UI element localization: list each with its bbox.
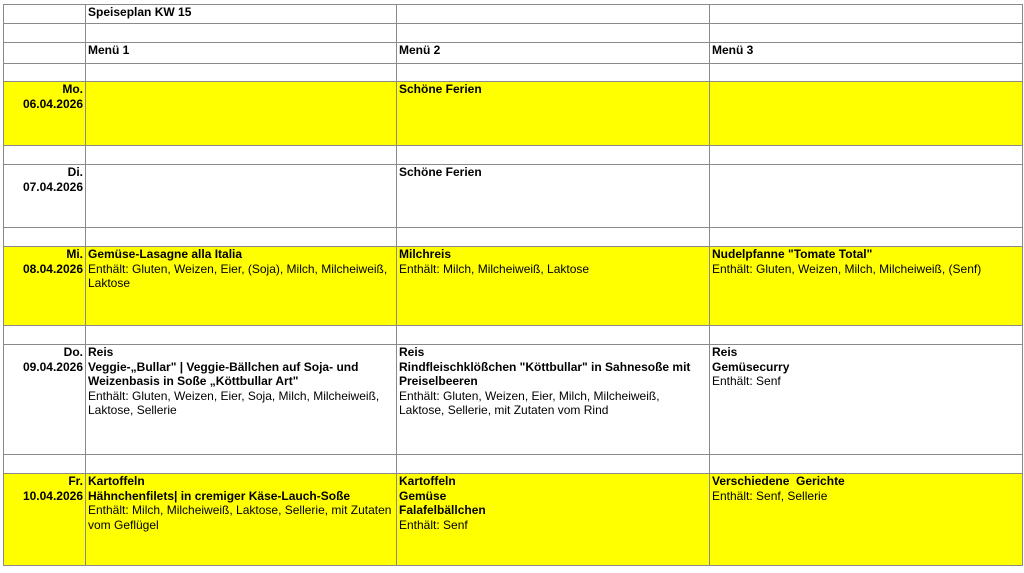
menu-1-cell <box>86 474 397 566</box>
day-cell <box>4 345 86 455</box>
allergens: Enthält: Gluten, Weizen, Milch, Milcheiweiß, (Senf) <box>712 261 982 276</box>
dish-name: Nudelpfanne "Tomate Total" <box>712 247 873 261</box>
side-dish: Reis <box>399 345 425 359</box>
dish-name: Falafelbällchen <box>399 503 486 517</box>
menu-1-cell <box>86 82 397 146</box>
spacer-row <box>4 24 1023 43</box>
allergens: Enthält: Senf <box>399 517 468 532</box>
day-cell <box>4 474 86 566</box>
side-dish: Kartoffeln <box>399 474 456 488</box>
menu-2-cell <box>397 165 710 228</box>
day-row-wednesday <box>4 247 1023 326</box>
dish-name: Hähnchenfilets| in cremiger Käse-Lauch-Soße <box>88 488 351 503</box>
side-dish: Reis <box>88 345 114 359</box>
allergens: Enthält: Gluten, Weizen, Eier, (Soja), Milch, Milcheiweiß, Laktose <box>88 261 388 290</box>
dish-name: Schöne Ferien <box>399 165 482 179</box>
side-dish: Gemüse <box>399 488 447 503</box>
spacer-row <box>4 146 1023 165</box>
menu-3-cell <box>710 345 1023 455</box>
day-date: 10.04.2026 <box>22 488 83 503</box>
menu-3-cell <box>710 165 1023 228</box>
dish-name: Veggie-„Bullar" | Veggie-Bällchen auf Soja- und Weizenbasis in Soße „Köttbullar Art" <box>88 359 359 388</box>
day-row-friday <box>4 474 1023 566</box>
day-row-thursday <box>4 345 1023 455</box>
side-dish: Reis <box>712 345 738 359</box>
menu-1-cell <box>86 345 397 455</box>
menu-3-cell <box>710 474 1023 566</box>
day-name: Mo. <box>62 82 83 96</box>
spacer-row <box>4 455 1023 474</box>
day-cell <box>4 247 86 326</box>
menu-3-cell <box>710 247 1023 326</box>
allergens: Enthält: Gluten, Weizen, Eier, Soja, Milch, Milcheiweiß, Laktose, Sellerie <box>88 388 380 417</box>
day-date: 06.04.2026 <box>22 96 83 111</box>
menu-3-header: Menü 3 <box>710 43 1023 64</box>
menu-1-header: Menü 1 <box>86 43 397 64</box>
menu-3-cell <box>710 82 1023 146</box>
day-cell <box>4 82 86 146</box>
dish-name: Verschiedene Gerichte <box>712 474 845 488</box>
dish-name: Gemüse-Lasagne alla Italia <box>88 247 243 261</box>
menu-1-cell <box>86 165 397 228</box>
side-dish: Kartoffeln <box>88 474 145 488</box>
spacer-row <box>4 228 1023 247</box>
day-cell <box>4 165 86 228</box>
menu-2-header: Menü 2 <box>397 43 710 64</box>
day-date: 07.04.2026 <box>22 179 83 194</box>
day-name: Mi. <box>66 247 83 261</box>
allergens: Enthält: Senf, Sellerie <box>712 488 828 503</box>
plan-title: Speiseplan KW 15 <box>86 5 397 24</box>
menu-2-cell <box>397 474 710 566</box>
dish-name: Milchreis <box>399 247 452 261</box>
allergens: Enthält: Milch, Milcheiweiß, Laktose <box>399 261 590 276</box>
day-name: Do. <box>63 345 83 359</box>
dish-name: Gemüsecurry <box>712 359 790 374</box>
day-date: 09.04.2026 <box>22 359 83 374</box>
allergens: Enthält: Milch, Milcheiweiß, Laktose, Sellerie, mit Zutaten vom Geflügel <box>88 503 392 532</box>
menu-2-cell <box>397 247 710 326</box>
menu-2-cell <box>397 82 710 146</box>
menu-header-row <box>4 43 1023 64</box>
spacer-row <box>4 326 1023 345</box>
day-row-monday <box>4 82 1023 146</box>
title-row <box>4 5 1023 24</box>
menu-plan-table <box>3 4 1023 566</box>
menu-1-cell <box>86 247 397 326</box>
dish-name: Rindfleischklößchen "Köttbullar" in Sahnesoße mit Preiselbeeren <box>399 359 691 388</box>
allergens: Enthält: Gluten, Weizen, Eier, Milch, Milcheiweiß, Laktose, Sellerie, mit Zutaten vom Rind <box>399 388 660 417</box>
allergens: Enthält: Senf <box>712 374 781 388</box>
dish-name: Schöne Ferien <box>399 82 482 96</box>
spacer-row <box>4 64 1023 82</box>
menu-2-cell <box>397 345 710 455</box>
day-date: 08.04.2026 <box>22 261 83 276</box>
day-name: Di. <box>67 165 83 179</box>
day-row-tuesday <box>4 165 1023 228</box>
day-name: Fr. <box>68 474 83 488</box>
